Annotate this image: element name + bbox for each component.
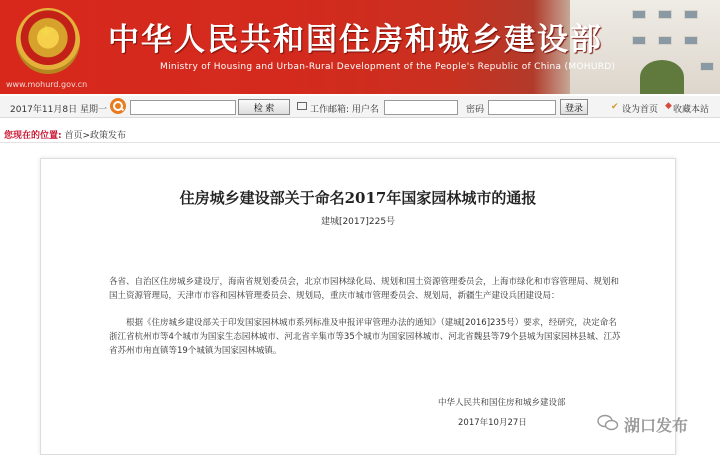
site-url: www.mohurd.gov.cn [6, 80, 88, 89]
search-button[interactable]: 检 索 [238, 99, 290, 115]
document-number: 建城[2017]225号 [320, 217, 396, 227]
watermark-text: 湖口发布 [624, 416, 689, 435]
breadcrumb-label: 您现在的位置: [4, 131, 62, 141]
set-homepage-link[interactable]: 设为首页 [622, 105, 659, 115]
breadcrumb-path[interactable]: 首页>政策发布 [64, 131, 127, 141]
header-banner [0, 0, 720, 94]
login-button[interactable]: 登录 [560, 99, 588, 115]
ministry-title-english: Ministry of Housing and Urban-Rural Development of the People's Republic of China (MOHURD) [160, 62, 616, 72]
top-toolbar [0, 96, 720, 118]
username-input[interactable] [384, 100, 458, 115]
document-date: 2017年10月27日 [458, 418, 527, 428]
document-recipients: 各省、自治区住房城乡建设厅，海南省规划委员会，北京市园林绿化局、规划和国土资源管理委员会，上海市绿化和市容管理局、规划和国土资源管理局，天津市市容和园林管理委员会、规划局，重庆市城市管理委员会、规划局，新疆生产建设兵团建设局： [109, 277, 620, 301]
document-title: 住房城乡建设部关于命名2017年国家园林城市的通报 [179, 189, 537, 207]
password-input[interactable] [488, 100, 556, 115]
bookmark-site-link[interactable]: 收藏本站 [673, 105, 710, 115]
search-input[interactable] [130, 100, 236, 115]
wechat-icon [597, 414, 619, 432]
divider [0, 142, 720, 143]
search-icon [110, 98, 126, 114]
ministry-title: 中华人民共和国住房和城乡建设部 [108, 22, 603, 58]
document-signer: 中华人民共和国住房和城乡建设部 [438, 398, 566, 408]
mail-icon [297, 102, 307, 110]
current-date: 2017年11月8日 星期一 [10, 105, 107, 115]
bookmark-icon: ◆ [665, 101, 672, 111]
document-panel [40, 158, 676, 455]
national-emblem-icon: ★ [16, 8, 80, 74]
password-label: 密码 [466, 105, 485, 115]
breadcrumb [4, 128, 126, 141]
document-body: 根据《住房城乡建设部关于印发国家园林城市系列标准及申报评审管理办法的通知》（建城[2016]235号）要求，经研究，决定命名浙江省杭州市等4个城市为国家生态园林城市、河北省辛集市等35个城市为国家园林城市、河北省魏县等79个县城为国家园林县城、江苏省苏州市甪直镇等19个城镇为国家园林城镇。 [109, 318, 621, 356]
mail-username-label: 工作邮箱: 用户名 [310, 105, 379, 115]
home-icon: ✔ [611, 102, 619, 112]
tree-decoration [640, 60, 684, 94]
